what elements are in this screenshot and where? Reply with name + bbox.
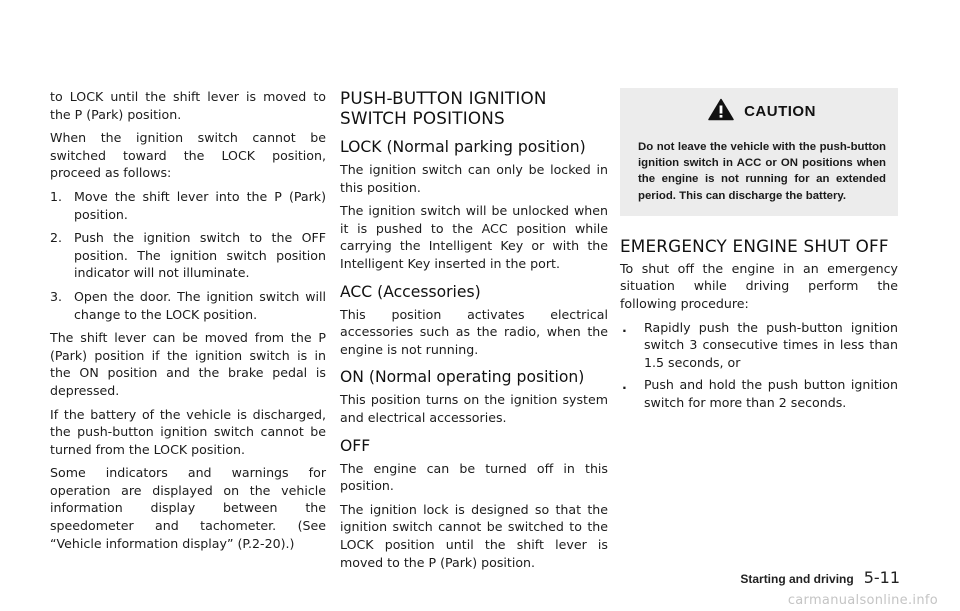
bullet-mark: .	[622, 319, 627, 335]
step-item	[50, 288, 326, 323]
caution-title: CAUTION	[744, 103, 816, 120]
right-column	[620, 88, 898, 417]
lock-paragraph: The ignition switch will be unlocked when it is pushed to the ACC position while carrying the Intelligent Key or with the Intelligent Key inserted in the port.	[340, 203, 608, 271]
footer-section-title: Starting and driving	[740, 572, 854, 586]
lock-heading: LOCK (Normal parking position)	[340, 138, 586, 156]
section-heading: PUSH-BUTTON IGNITION SWITCH POSITIONS	[340, 88, 547, 128]
step-text: Push the ignition switch to the OFF position. The ignition switch position indicator will not illuminate.	[74, 230, 326, 281]
middle-column	[340, 88, 608, 577]
caution-text: Do not leave the vehicle with the push-button ignition switch in ACC or ON positions when the engine is not running for an extended period. This can discharge the battery.	[638, 141, 886, 202]
caution-header	[638, 98, 886, 125]
caution-box	[620, 88, 898, 216]
shift-lever-paragraph: The shift lever can be moved from the P (Park) position if the ignition switch is in the ON position and the brake pedal is depressed.	[50, 330, 326, 398]
acc-heading: ACC (Accessories)	[340, 282, 481, 301]
step-number: 1.	[50, 188, 63, 204]
bullet-text: Rapidly push the push-button ignition switch 3 consecutive times in less than 1.5 seconds, or	[644, 319, 898, 370]
indicators-paragraph: Some indicators and warnings for operation are displayed on the vehicle information display between the speedometer and tachometer. (See “Vehicle information display” (P.2-20).)	[50, 465, 326, 551]
step-text: Open the door. The ignition switch will change to the LOCK position.	[74, 288, 326, 322]
intro-paragraph: to LOCK until the shift lever is moved to the P (Park) position.	[50, 89, 326, 122]
watermark: carmanualsonline.info	[787, 593, 938, 608]
step-number: 3.	[50, 288, 63, 304]
left-column	[50, 88, 326, 558]
step-text: Move the shift lever into the P (Park) position.	[74, 188, 326, 222]
emergency-paragraph: To shut off the engine in an emergency situation while driving perform the following procedure:	[620, 260, 898, 311]
bullet-item	[620, 376, 898, 411]
off-paragraph: The ignition lock is designed so that the ignition switch cannot be switched to the LOCK position until the shift lever is moved to the P (Park) position.	[340, 501, 608, 570]
off-heading: OFF	[340, 436, 371, 455]
bullet-item	[620, 319, 898, 372]
bullet-mark: .	[622, 377, 627, 393]
on-heading: ON (Normal operating position)	[340, 368, 585, 387]
page-footer	[740, 568, 900, 587]
page-number: 5-11	[863, 568, 900, 587]
procedure-paragraph: When the ignition switch cannot be switched toward the LOCK position, proceed as follows:	[50, 130, 326, 181]
lock-paragraph: The ignition switch can only be locked in this position.	[340, 162, 608, 195]
step-item	[50, 188, 326, 223]
on-paragraph: This position turns on the ignition system and electrical accessories.	[340, 392, 608, 425]
step-number: 2.	[50, 230, 63, 246]
battery-paragraph: If the battery of the vehicle is discharged, the push-button ignition switch cannot be turned from the LOCK position.	[50, 406, 326, 457]
acc-paragraph: This position activates electrical accessories such as the radio, when the engine is not running.	[340, 306, 608, 357]
emergency-heading: EMERGENCY ENGINE SHUT OFF	[620, 235, 889, 256]
step-item	[50, 229, 326, 282]
warning-triangle-icon	[708, 98, 734, 125]
bullet-text: Push and hold the push button ignition switch for more than 2 seconds.	[644, 377, 898, 410]
off-paragraph: The engine can be turned off in this position.	[340, 460, 608, 494]
